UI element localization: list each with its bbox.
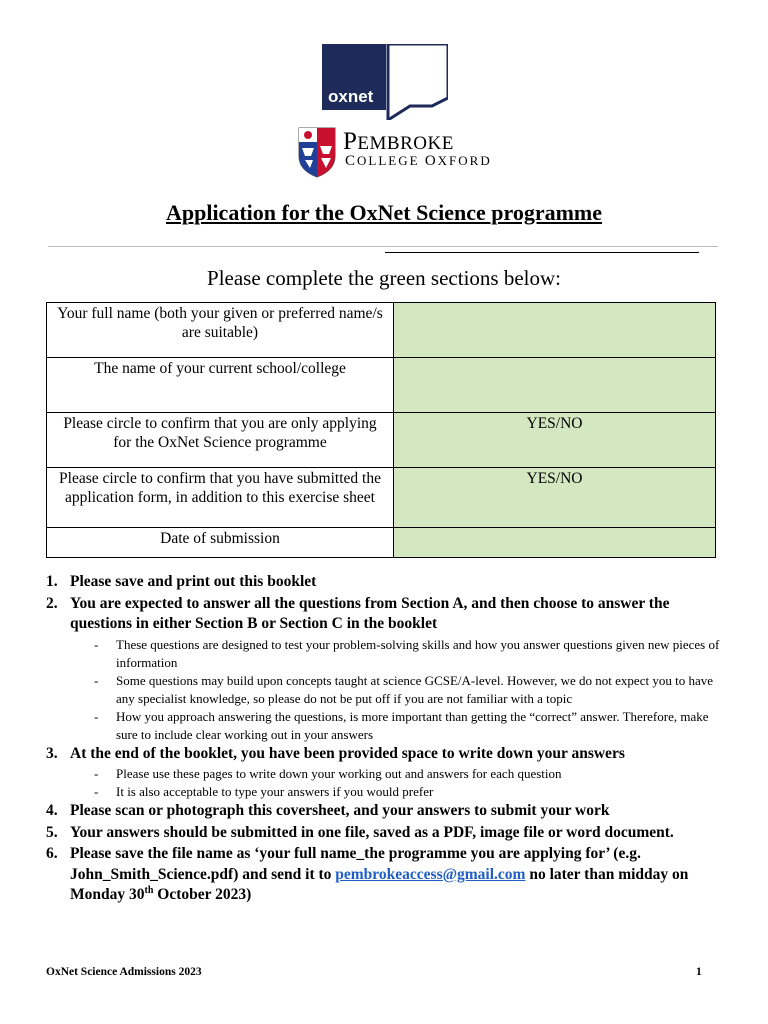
instruction-number: 1. (46, 573, 58, 590)
instruction-text-end: October 2023) (157, 886, 252, 903)
label-only-applying: Please circle to confirm that you are only applying for the OxNet Science programme (47, 413, 394, 468)
form-row-only-applying (47, 413, 716, 468)
label-school: The name of your current school/college (47, 358, 394, 413)
instruction-text: Please save and print out this booklet (70, 573, 317, 590)
label-submitted-form: Please circle to confirm that you have submitted the application form, in addition to this exercise sheet (47, 468, 394, 528)
instruction-subpoint: - How you approach answering the questions, is more important than getting the “correct” answer. Therefore, make sure to include clear working out in your answers (94, 708, 709, 742)
field-submitted-form-yes-no[interactable]: YES/NO (394, 468, 716, 528)
instruction-item (46, 572, 726, 593)
footer-title: OxNet Science Admissions 2023 (46, 966, 202, 978)
page-title: Application for the OxNet Science programme (165, 200, 603, 225)
instruction-subpoint: - Some questions may build upon concepts taught at science GCSE/A-level. However, we do not expect you to have any specialist knowledge, so please do not be put off if you are not familiar with a topic (94, 672, 713, 706)
oxnet-logo (322, 44, 448, 120)
instruction-item (46, 801, 726, 822)
divider-line (385, 252, 699, 253)
instruction-text-deadline: no later than midday on Monday 30 (70, 865, 689, 903)
instruction-item (46, 744, 726, 765)
instruction-subpoint: - These questions are designed to test your problem-solving skills and how you answer questions given new pieces of information (94, 636, 720, 670)
field-full-name[interactable] (394, 303, 716, 358)
label-date-submission: Date of submission (47, 528, 394, 558)
form-row-school (47, 358, 716, 413)
instruction-item (46, 594, 726, 635)
form-row-date (47, 528, 716, 558)
instruction-subpoint: - It is also acceptable to type your answers if you would prefer (94, 784, 434, 799)
instruction-number: 5. (46, 823, 58, 841)
instruction-item (46, 844, 726, 906)
field-only-applying-yes-no[interactable]: YES/NO (394, 413, 716, 468)
instructions-list (46, 572, 726, 907)
application-form-table (46, 302, 716, 558)
instruction-number: 6. (46, 845, 58, 862)
instruction-subpoint: - Please use these pages to write down your working out and answers for each question (94, 766, 562, 781)
page-number: 1 (696, 966, 702, 978)
divider (48, 246, 718, 247)
oxnet-logo-text: oxnet (328, 87, 374, 106)
instruction-text: At the end of the booklet, you have been provided space to write down your answers (70, 744, 625, 762)
instruction-number: 4. (46, 802, 58, 819)
form-row-submitted-form (47, 468, 716, 528)
email-link[interactable]: pembrokeaccess@gmail.com (335, 865, 526, 883)
pembroke-crest-icon (297, 126, 337, 178)
instruction-text: Your answers should be submitted in one file, saved as a PDF, image file or word document. (70, 823, 674, 841)
field-school[interactable] (394, 358, 716, 413)
date-superscript: th (144, 884, 154, 896)
form-row-full-name (47, 303, 716, 358)
instruction-text: Please scan or photograph this coversheet, and your answers to submit your work (70, 802, 610, 819)
instruction-text: You are expected to answer all the questions from Section A, and then choose to answer the questions in either Section B or Section C in the booklet (70, 594, 670, 632)
instruction-number: 3. (46, 744, 58, 762)
field-date-submission[interactable] (394, 528, 716, 558)
instruction-text: Please save the file name as ‘your full name_the programme you are applying for’ (e.g. John_Smith_Science.pdf) and send it to (70, 845, 641, 883)
instruction-number: 2. (46, 594, 58, 612)
college-subtitle: COLLEGE OXFORD (345, 153, 492, 169)
page-subtitle: Please complete the green sections below: (207, 266, 561, 290)
instruction-item (46, 823, 726, 844)
college-name: PEMBROKE (343, 128, 454, 155)
label-full-name: Your full name (both your given or preferred name/s are suitable) (47, 303, 394, 358)
